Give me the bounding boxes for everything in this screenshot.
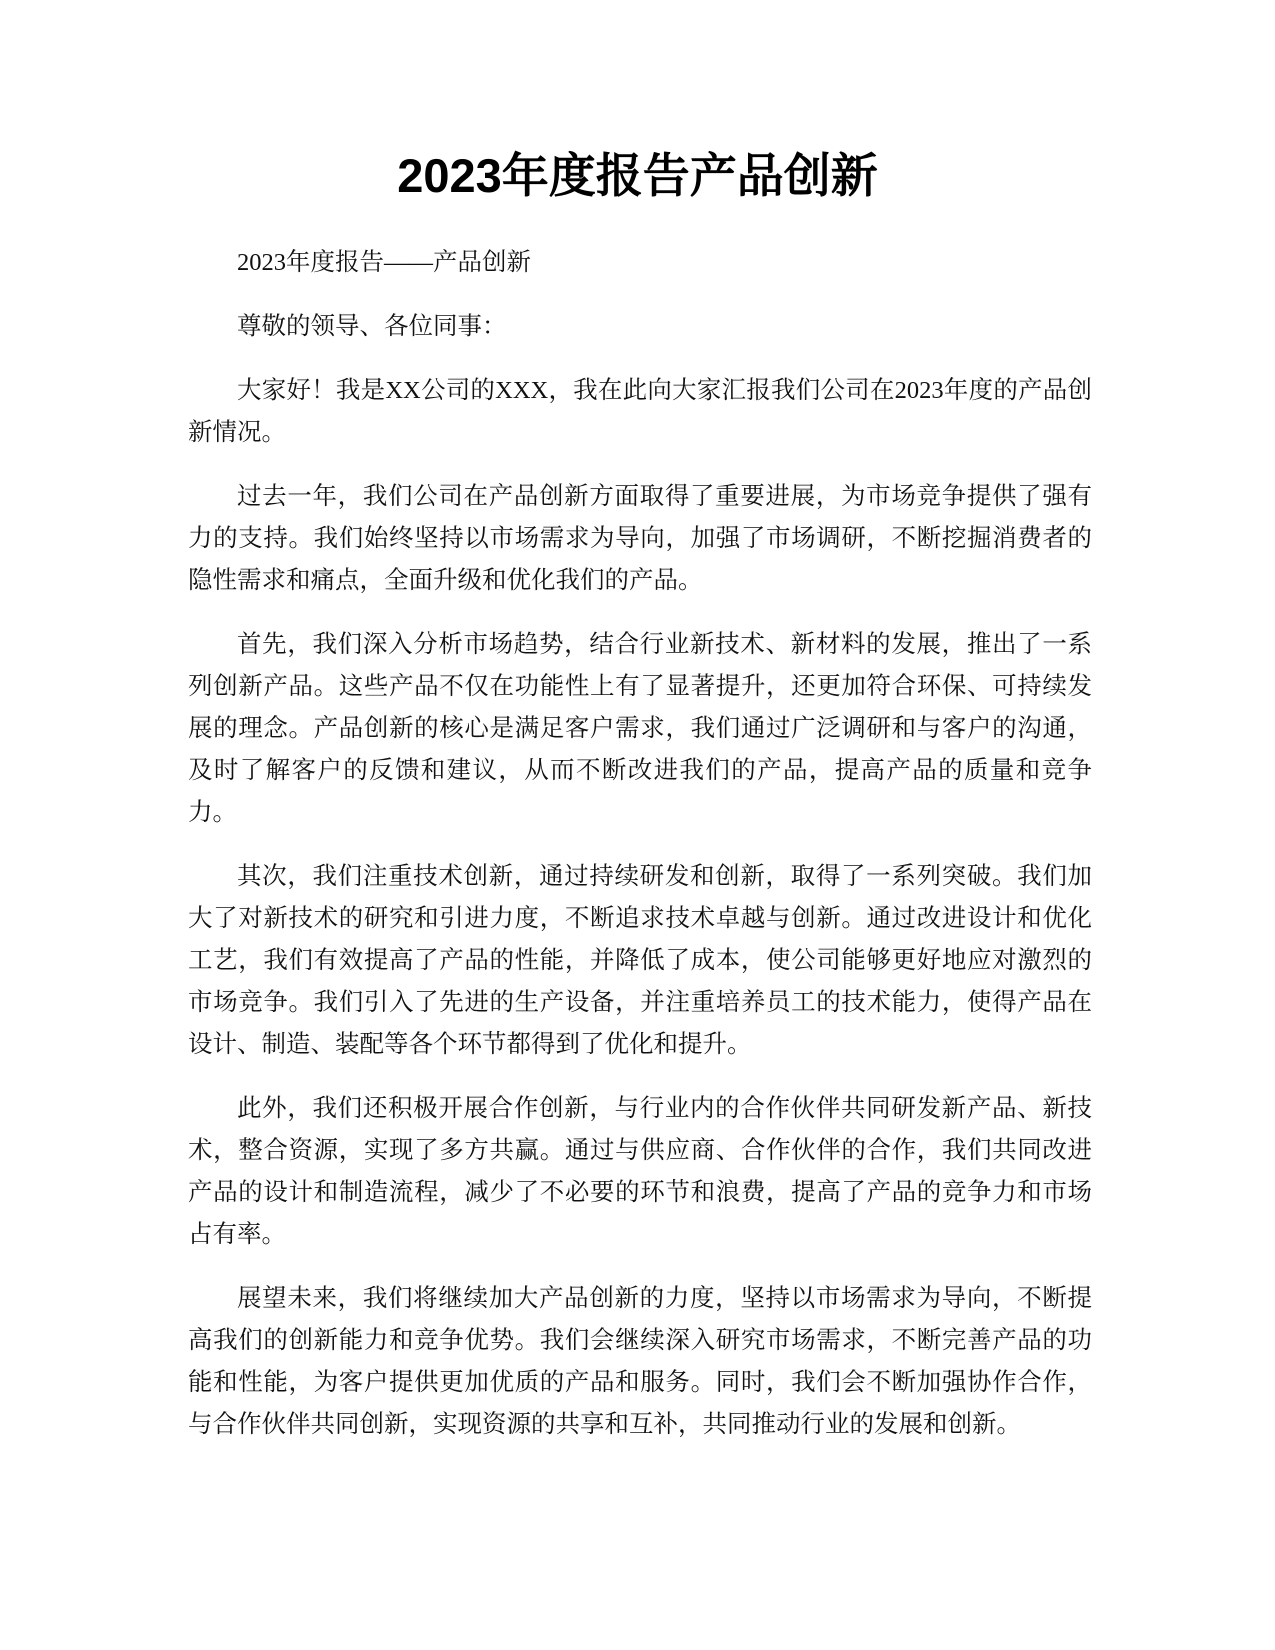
subtitle-paragraph: 2023年度报告——产品创新 [237,249,531,276]
body-paragraph-cooperation: 此外，我们还积极开展合作创新，与行业内的合作伙伴共同研发新产品、新技术，整合资源，实现了多方共赢。通过与供应商、合作伙伴的合作，我们共同改进产品的设计和制造流程，减少了不必要的环节和浪费，提高了产品的竞争力和市场占有率。 [188,1095,1092,1248]
body-paragraph-progress: 过去一年，我们公司在产品创新方面取得了重要进展，为市场竞争提供了强有力的支持。我们始终坚持以市场需求为导向，加强了市场调研，不断挖掘消费者的隐性需求和痛点，全面升级和优化我们的产品。 [188,483,1092,594]
document-title: 2023年度报告产品创新 [397,149,878,202]
body-paragraph-outlook: 展望未来，我们将继续加大产品创新的力度，坚持以市场需求为导向，不断提高我们的创新能力和竞争优势。我们会继续深入研究市场需求，不断完善产品的功能和性能，为客户提供更加优质的产品和服务。同时，我们会不断加强协作合作，与合作伙伴共同创新，实现资源的共享和互补，共同推动行业的发展和创新。 [188,1285,1092,1438]
body-paragraph-second: 其次，我们注重技术创新，通过持续研发和创新，取得了一系列突破。我们加大了对新技术的研究和引进力度，不断追求技术卓越与创新。通过改进设计和优化工艺，我们有效提高了产品的性能，并降低了成本，使公司能够更好地应对激烈的市场竞争。我们引入了先进的生产设备，并注重培养员工的技术能力，使得产品在设计、制造、装配等各个环节都得到了优化和提升。 [188,863,1092,1058]
body-paragraph-first: 首先，我们深入分析市场趋势，结合行业新技术、新材料的发展，推出了一系列创新产品。这些产品不仅在功能性上有了显著提升，还更加符合环保、可持续发展的理念。产品创新的核心是满足客户需求，我们通过广泛调研和与客户的沟通，及时了解客户的反馈和建议，从而不断改进我们的产品，提高产品的质量和竞争力。 [188,631,1092,826]
salutation-paragraph: 尊敬的领导、各位同事： [237,313,507,340]
document-body [188,242,1092,1468]
intro-paragraph: 大家好！我是XX公司的XXX，我在此向大家汇报我们公司在2023年度的产品创新情况。 [188,377,1092,446]
